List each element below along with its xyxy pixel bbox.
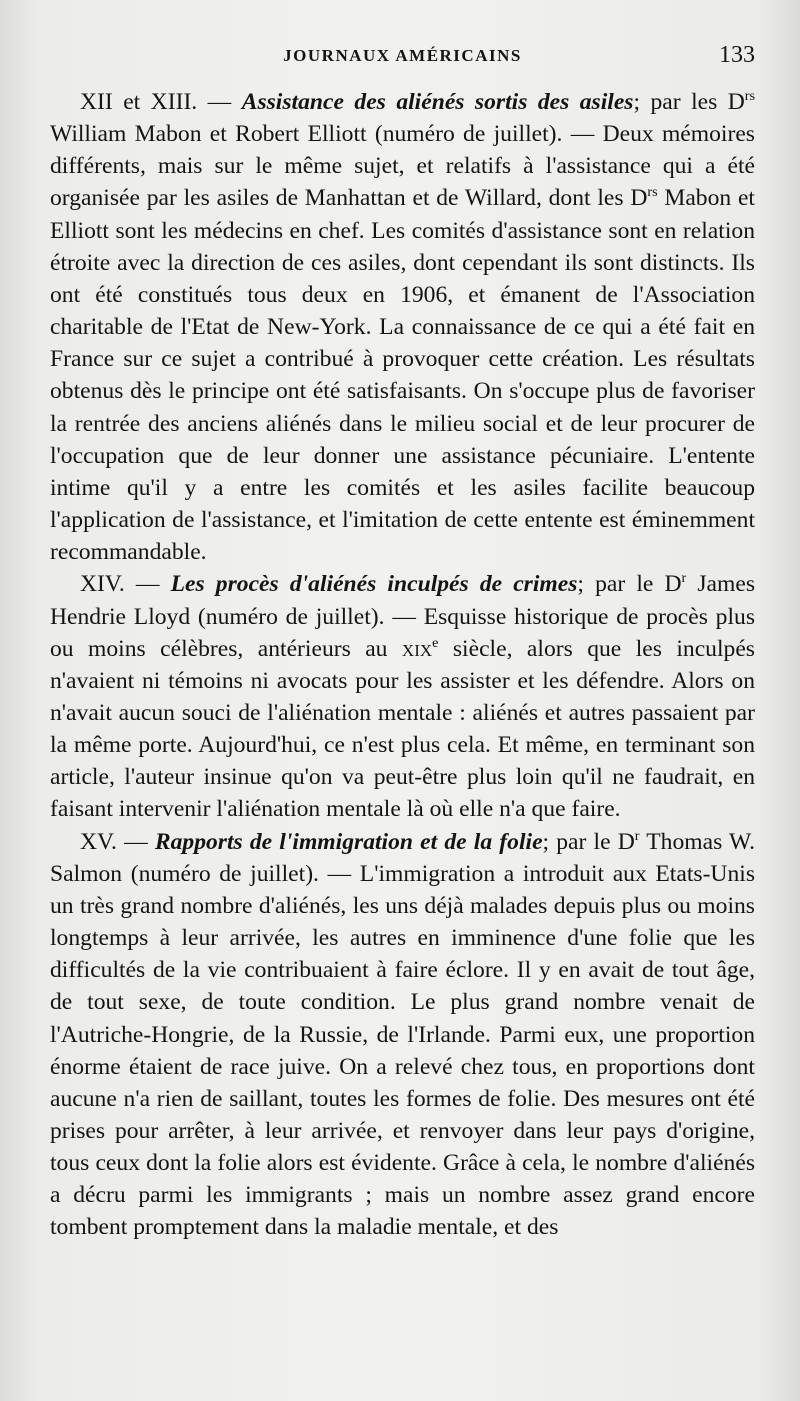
section-title: Les procès d'aliénés inculpés de crimes [170,571,578,598]
page-header [50,42,755,72]
dash: — [124,571,171,598]
byline-rest: James Hendrie Lloyd (numéro de juillet). [50,571,756,630]
century-numeral: xix [401,635,433,662]
superscript: e [432,634,439,651]
section-xv [50,826,755,1244]
byline: ; par les D [633,89,745,115]
byline-rest: Thomas W. Salmon (numéro de juillet). [50,828,755,887]
superscript: rs [744,88,756,105]
superscript: r [634,827,640,844]
byline: ; par le D [577,571,682,598]
page-number: 133 [719,42,755,68]
section-body: — Deux mémoires différents, mais sur le même sujet, et relatifs à l'assistance qui a été organisée par les asiles de Manhattan et de Willard, dont les D [50,121,755,212]
section-xii-xiii [50,86,755,568]
section-title: Assistance des aliénés sortis des asiles [241,89,634,115]
section-body: — L'immigration a introduit aux Etats-Unis un très grand nombre d'aliénés, les uns déjà malades depuis plus ou moins longtemps à leur arrivée, les autres en imminence d'une folie que les difficultés de la vie contribuaient à faire éclore. Il y en avait de tout âge, de tout sexe, de toute condition. Le plus grand nombre venait de l'Autriche-Hongrie, de la Russie, de l'Irlande. Parmi eux, une proportion énorme étaient de race juive. On a relevé chez tous, en proportions dont aucune n'a rien de saillant, toutes les formes de folie. Des mesures ont été prises pour arrêter, à leur arrivée, et renvoyer dans leur pays d'origine, tous ceux dont la folie alors est évidente. Grâce à cela, le nombre d'aliénés a décru parmi les immigrants ; mais un nombre assez grand encore tombent promptement dans la maladie mentale, et des [50,860,756,1241]
section-number: XII et XIII. [80,89,198,115]
superscript: rs [647,184,658,201]
running-title: JOURNAUX AMÉRICAINS [283,46,522,65]
superscript: r [681,570,687,587]
byline: ; par le D [542,828,635,855]
section-title: Rapports de l'immigration et de la folie [154,828,543,855]
section-body-rest: Mabon et Elliott sont les médecins en chef. Les comités d'assistance sont en relation étroite avec la direction de ces asiles, dont cependant ils sont distincts. Ils ont été constitués tous deux en 1906, et émanent de l'Association charitable de l'Etat de New-York. La connaissance de ce qui a été fait en France sur ce sujet a contribué à provoquer cette création. Les résultats obtenus dès le principe ont été satisfaisants. On s'occupe plus de favoriser la rentrée des anciens aliénés dans le milieu social et de leur procurer de l'occupation que de leur donner une assistance pécuniaire. L'entente intime qu'il y a entre les comités et les asiles facilite beaucoup l'application de l'assistance, et l'imitation de cette entente est éminemment recommandable. [50,185,755,566]
section-number: XIV. [80,571,125,598]
byline-rest: William Mabon et Robert Elliott (numéro de juillet). [50,121,563,148]
section-xiv [50,568,755,825]
section-body-rest: siècle, alors que les inculpés n'avaient ni témoins ni avocats pour les assister et les défendre. Alors on n'avait aucun souci de l'aliénation mentale : aliénés et autres passaient par la même porte. Aujourd'hui, ce n'est plus cela. Et même, en terminant son article, l'auteur insinue qu'on va peut-être plus loin qu'il ne faudrait, en faisant intervenir l'aliénation mentale là où elle n'a que faire. [50,635,755,823]
section-number: XV. [80,828,117,855]
dash: — [197,89,242,115]
dash: — [116,828,155,855]
body-text [50,86,755,1244]
section-body: — Esquisse historique de procès plus ou moins célèbres, antérieurs au [50,603,756,662]
